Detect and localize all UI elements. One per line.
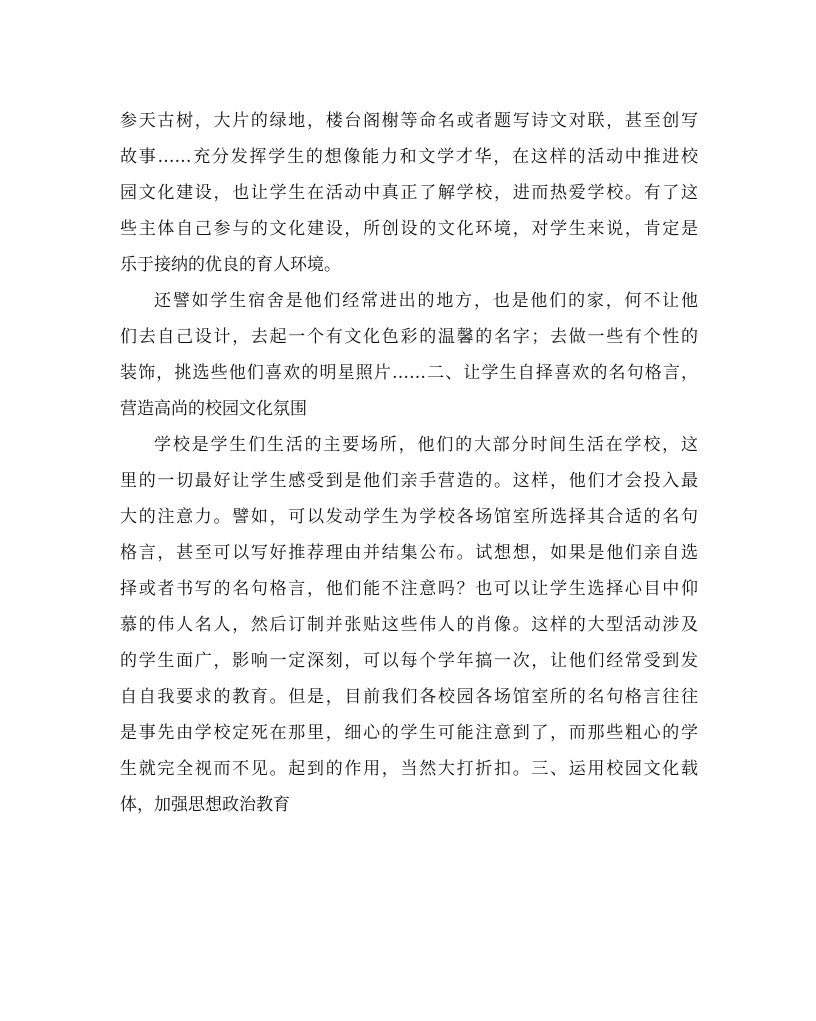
- text-line: 乐于接纳的优良的育人环境。: [120, 255, 341, 275]
- text-line: 装饰，挑选些他们喜欢的明星照片……二、让学生自择喜欢的名句格言，: [120, 363, 698, 383]
- paragraph-1: [120, 103, 698, 283]
- document-body: [120, 103, 698, 823]
- text-line: 园文化建设，也让学生在活动中真正了解学校，进而热爱学校。有了这: [120, 183, 698, 203]
- text-line: 的学生面广，影响一定深刻，可以每个学年搞一次，让他们经常受到发: [120, 651, 698, 671]
- text-line: 格言，甚至可以写好推荐理由并结集公布。试想想，如果是他们亲自选: [120, 543, 698, 563]
- text-line: 些主体自己参与的文化建设，所创设的文化环境，对学生来说，肯定是: [120, 219, 698, 239]
- text-line: 体，加强思想政治教育: [120, 795, 290, 815]
- text-line: 故事……充分发挥学生的想像能力和文学才华，在这样的活动中推进校: [120, 147, 698, 167]
- text-line: 是事先由学校定死在那里，细心的学生可能注意到了，而那些粗心的学: [120, 723, 698, 743]
- text-line: 大的注意力。譬如，可以发动学生为学校各场馆室所选择其合适的名句: [120, 507, 698, 527]
- text-line: 营造高尚的校园文化氛围: [120, 399, 307, 419]
- text-line: 学校是学生们生活的主要场所，他们的大部分时间生活在学校，这: [154, 435, 698, 455]
- text-line: 里的一切最好让学生感受到是他们亲手营造的。这样，他们才会投入最: [120, 471, 698, 491]
- paragraph-2: [120, 283, 698, 427]
- text-line: 自自我要求的教育。但是，目前我们各校园各场馆室所的名句格言往往: [120, 687, 698, 707]
- text-line: 慕的伟人名人，然后订制并张贴这些伟人的肖像。这样的大型活动涉及: [120, 615, 698, 635]
- text-line: 参天古树，大片的绿地，楼台阁榭等命名或者题写诗文对联，甚至创写: [120, 111, 698, 131]
- text-line: 们去自己设计，去起一个有文化色彩的温馨的名字；去做一些有个性的: [120, 327, 698, 347]
- paragraph-3: [120, 427, 698, 823]
- text-line: 还譬如学生宿舍是他们经常进出的地方，也是他们的家，何不让他: [154, 291, 698, 311]
- text-line: 择或者书写的名句格言，他们能不注意吗？也可以让学生选择心目中仰: [120, 579, 698, 599]
- text-line: 生就完全视而不见。起到的作用，当然大打折扣。三、运用校园文化载: [120, 759, 698, 779]
